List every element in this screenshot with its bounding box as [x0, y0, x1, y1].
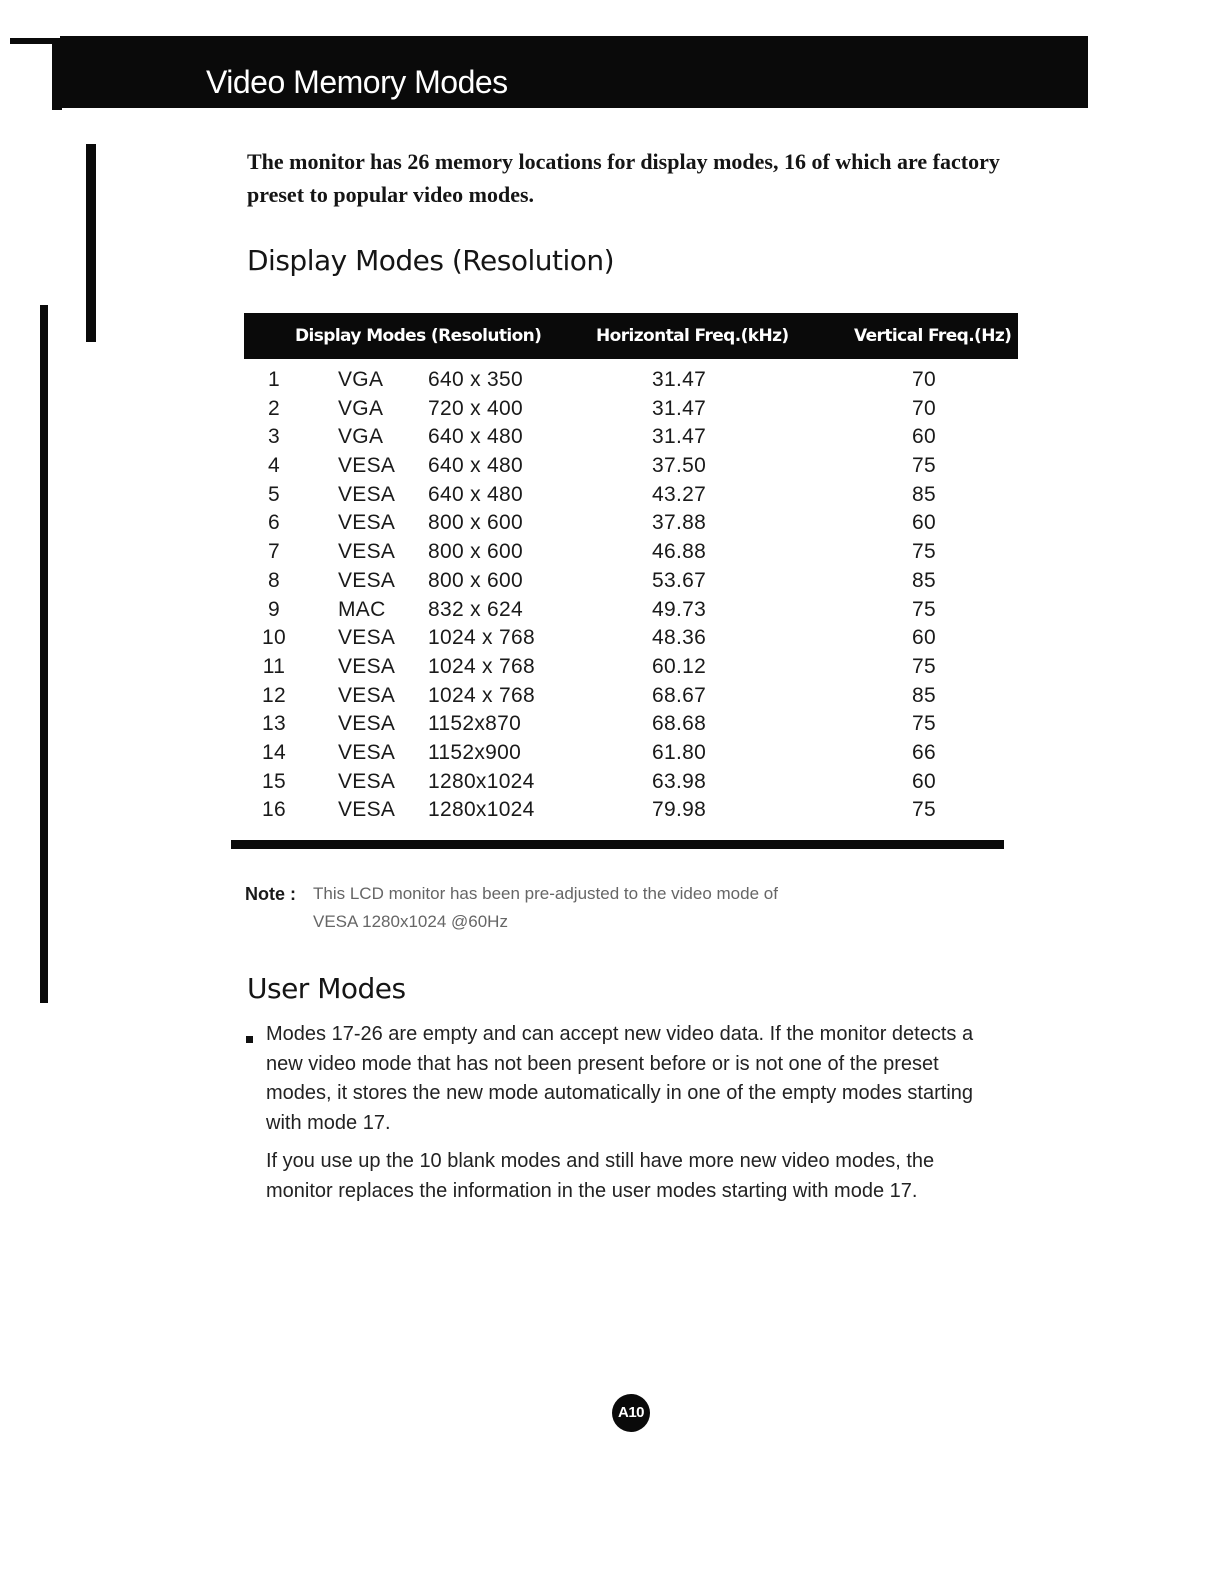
- vertical-freq: 70: [912, 368, 936, 391]
- table-row: [244, 368, 1018, 397]
- mode-standard: VESA: [338, 568, 396, 592]
- table-row: [244, 770, 1018, 799]
- mode-standard: VESA: [338, 540, 396, 564]
- mode-standard: VGA: [338, 368, 384, 391]
- horizontal-freq: 31.47: [652, 396, 707, 420]
- mode-number: 6: [268, 511, 280, 535]
- vertical-freq: 60: [912, 626, 936, 650]
- mode-resolution: 800 x 600: [428, 511, 523, 535]
- mode-number: 5: [268, 482, 280, 506]
- mode-standard: VGA: [338, 396, 384, 420]
- margin-bar-upper: [86, 144, 96, 342]
- horizontal-freq: 63.98: [652, 769, 707, 793]
- horizontal-freq: 48.36: [652, 626, 707, 650]
- vertical-freq: 75: [912, 712, 936, 736]
- vertical-freq: 75: [912, 798, 936, 822]
- table-row: [244, 397, 1018, 426]
- mode-resolution: 640 x 480: [428, 454, 523, 478]
- table-row: [244, 483, 1018, 512]
- column-header-resolution: Display Modes (Resolution): [295, 326, 542, 346]
- mode-standard: VESA: [338, 454, 396, 478]
- intro-paragraph: The monitor has 26 memory locations for display modes, 16 of which are factory preset to popular video modes.: [247, 149, 1000, 207]
- table-row: [244, 741, 1018, 770]
- horizontal-freq: 31.47: [652, 368, 707, 391]
- horizontal-freq: 37.88: [652, 511, 707, 535]
- bullet-icon: [246, 1036, 253, 1043]
- table-bottom-rule: [231, 840, 1004, 849]
- mode-resolution: 640 x 350: [428, 368, 523, 391]
- mode-standard: VESA: [338, 626, 396, 650]
- mode-number: 4: [268, 454, 280, 478]
- mode-standard: VESA: [338, 769, 396, 793]
- table-row: [244, 712, 1018, 741]
- horizontal-freq: 53.67: [652, 568, 707, 592]
- note-text: [313, 880, 853, 936]
- mode-resolution: 1024 x 768: [428, 654, 535, 678]
- vertical-freq: 85: [912, 568, 936, 592]
- mode-number: 1: [268, 368, 280, 391]
- horizontal-freq: 60.12: [652, 654, 707, 678]
- mode-standard: VESA: [338, 511, 396, 535]
- horizontal-freq: 68.68: [652, 712, 707, 736]
- mode-standard: VESA: [338, 482, 396, 506]
- horizontal-freq: 37.50: [652, 454, 707, 478]
- mode-resolution: 640 x 480: [428, 425, 523, 449]
- horizontal-freq: 79.98: [652, 798, 707, 822]
- page-number-badge: A10: [612, 1394, 650, 1432]
- mode-standard: VGA: [338, 425, 384, 449]
- vertical-freq: 60: [912, 425, 936, 449]
- mode-standard: VESA: [338, 798, 396, 822]
- vertical-freq: 75: [912, 454, 936, 478]
- mode-resolution: 1280x1024: [428, 798, 535, 822]
- mode-number: 9: [268, 597, 280, 621]
- horizontal-freq: 61.80: [652, 740, 707, 764]
- mode-standard: VESA: [338, 740, 396, 764]
- vertical-freq: 70: [912, 396, 936, 420]
- table-row: [244, 569, 1018, 598]
- table-row: [244, 684, 1018, 713]
- mode-number: 14: [262, 740, 286, 764]
- table-header: [244, 313, 1018, 359]
- mode-resolution: 1024 x 768: [428, 683, 535, 707]
- mode-number: 16: [262, 798, 286, 822]
- user-modes-paragraph-1: Modes 17-26 are empty and can accept new video data. If the monitor detects a new video mode that has not been present before or is not one of the preset modes, it stores the new mode automatically in one of the empty modes starting with mode 17.: [266, 1023, 974, 1134]
- horizontal-freq: 49.73: [652, 597, 707, 621]
- column-header-vertical-freq: Vertical Freq.(Hz): [854, 326, 1012, 346]
- mode-number: 8: [268, 568, 280, 592]
- mode-standard: VESA: [338, 712, 396, 736]
- mode-resolution: 640 x 480: [428, 482, 523, 506]
- mode-standard: VESA: [338, 683, 396, 707]
- table-row: [244, 540, 1018, 569]
- display-modes-table-body: [244, 368, 1018, 827]
- vertical-freq: 85: [912, 683, 936, 707]
- table-row: [244, 798, 1018, 827]
- mode-resolution: 1280x1024: [428, 769, 535, 793]
- mode-number: 13: [262, 712, 286, 736]
- horizontal-freq: 68.67: [652, 683, 707, 707]
- vertical-freq: 75: [912, 654, 936, 678]
- horizontal-freq: 31.47: [652, 425, 707, 449]
- mode-resolution: 720 x 400: [428, 396, 523, 420]
- vertical-freq: 60: [912, 769, 936, 793]
- vertical-freq: 75: [912, 597, 936, 621]
- mode-resolution: 1024 x 768: [428, 626, 535, 650]
- mode-number: 12: [262, 683, 286, 707]
- table-row: [244, 598, 1018, 627]
- table-row: [244, 626, 1018, 655]
- mode-number: 11: [262, 654, 286, 678]
- vertical-freq: 75: [912, 540, 936, 564]
- section-title-user-modes: User Modes: [247, 972, 406, 1005]
- mode-standard: VESA: [338, 654, 396, 678]
- page-title: Video Memory Modes: [206, 64, 508, 100]
- mode-number: 10: [262, 626, 286, 650]
- horizontal-freq: 46.88: [652, 540, 707, 564]
- note-label: Note :: [245, 884, 296, 904]
- mode-resolution: 800 x 600: [428, 540, 523, 564]
- horizontal-freq: 43.27: [652, 482, 707, 506]
- mode-number: 15: [262, 769, 286, 793]
- user-modes-paragraph-2: If you use up the 10 blank modes and still have more new video modes, the monitor replaces the information in the user modes starting with mode 17.: [266, 1150, 935, 1202]
- section-title-display-modes: Display Modes (Resolution): [247, 244, 615, 277]
- mode-resolution: 1152x870: [428, 712, 522, 736]
- table-row: [244, 454, 1018, 483]
- mode-standard: MAC: [338, 597, 386, 621]
- vertical-freq: 66: [912, 740, 936, 764]
- mode-resolution: 832 x 624: [428, 597, 523, 621]
- mode-number: 7: [268, 540, 280, 564]
- column-header-horizontal-freq: Horizontal Freq.(kHz): [596, 326, 789, 346]
- mode-resolution: 800 x 600: [428, 568, 523, 592]
- mode-number: 3: [268, 425, 280, 449]
- note-line-1: This LCD monitor has been pre-adjusted to the video mode of: [313, 884, 778, 903]
- vertical-freq: 60: [912, 511, 936, 535]
- table-row: [244, 425, 1018, 454]
- margin-bar-lower: [40, 305, 48, 1003]
- table-row: [244, 511, 1018, 540]
- mode-resolution: 1152x900: [428, 740, 522, 764]
- table-row: [244, 655, 1018, 684]
- mode-number: 2: [268, 396, 280, 420]
- note-line-2: VESA 1280x1024 @60Hz: [313, 912, 508, 931]
- vertical-freq: 85: [912, 482, 936, 506]
